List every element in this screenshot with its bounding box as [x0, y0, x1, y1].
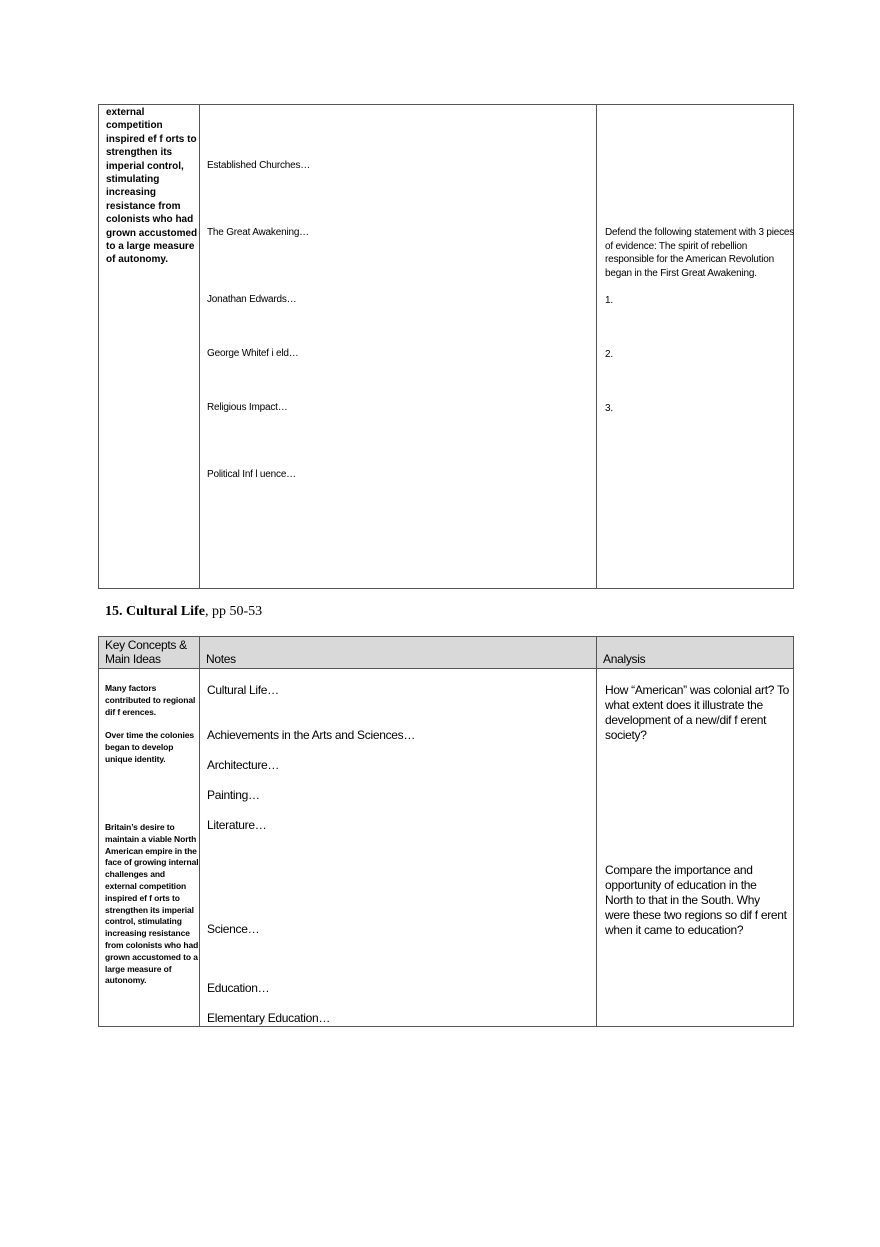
- analysis-colonial-art: How “American” was colonial art? To what extent does it illustrate the development of a new/dif f erent society?: [605, 683, 790, 742]
- key-concept-text: external competition inspired ef f orts to strengthen its imperial control, stimulating increasing resistance from colonists who had grown accustomed to a large measure of autonomy.: [106, 107, 198, 266]
- section-pages: , pp 50-53: [204, 604, 263, 619]
- note-education: Education…: [207, 981, 270, 995]
- analysis-item-1: 1.: [605, 295, 613, 306]
- notes-table: [98, 636, 794, 1027]
- section-title: Cultural Life: [126, 604, 205, 619]
- key-concept-unique-identity: Over time the colonies began to develop unique identity.: [105, 730, 194, 764]
- analysis-item-3: 3.: [605, 403, 613, 414]
- note-architecture: Architecture…: [207, 758, 280, 772]
- notes-table-continued: [98, 104, 794, 589]
- note-arts-and-sciences: Achievements in the Arts and Sciences…: [207, 728, 416, 742]
- key-concept-regional-differences: Many factors contributed to regional dif f erences.: [105, 683, 196, 717]
- note-george-whitefield: George Whitef i eld…: [207, 348, 299, 359]
- section-heading: [105, 604, 262, 620]
- analysis-prompt: Defend the following statement with 3 pieces of evidence: The spirit of rebellion responsible for the American Revolution began in the First Great Awakening.: [605, 227, 795, 279]
- note-cultural-life: Cultural Life…: [207, 683, 279, 697]
- column-divider: [596, 637, 597, 1026]
- analysis-item-2: 2.: [605, 349, 613, 360]
- note-elementary-education: Elementary Education…: [207, 1011, 331, 1025]
- note-science: Science…: [207, 922, 260, 936]
- header-analysis: Analysis: [603, 652, 646, 666]
- note-religious-impact: Religious Impact…: [207, 402, 288, 413]
- column-divider: [199, 637, 200, 1026]
- note-political-influence: Political Inf l uence…: [207, 469, 296, 480]
- header-notes: Notes: [206, 652, 236, 666]
- header-key-concepts: Key Concepts & Main Ideas: [105, 638, 187, 666]
- column-divider: [596, 105, 597, 588]
- note-painting: Painting…: [207, 788, 260, 802]
- note-great-awakening: The Great Awakening…: [207, 227, 309, 238]
- table-header-row: [99, 637, 793, 669]
- note-established-churches: Established Churches…: [207, 160, 311, 171]
- key-concept-imperial-control: Britain’s desire to maintain a viable North American empire in the face of growing internal challenges and external competition inspired ef f orts to strengthen its imperial control, stimulating increasing resistance from colonists who had grown accustomed to a large measure of autonomy.: [105, 822, 199, 986]
- analysis-education-comparison: Compare the importance and opportunity of education in the North to that in the South. Why were these two regions so dif f erent when it came to education?: [605, 863, 787, 937]
- section-number: 15.: [105, 604, 123, 619]
- note-jonathan-edwards: Jonathan Edwards…: [207, 294, 297, 305]
- note-literature: Literature…: [207, 818, 267, 832]
